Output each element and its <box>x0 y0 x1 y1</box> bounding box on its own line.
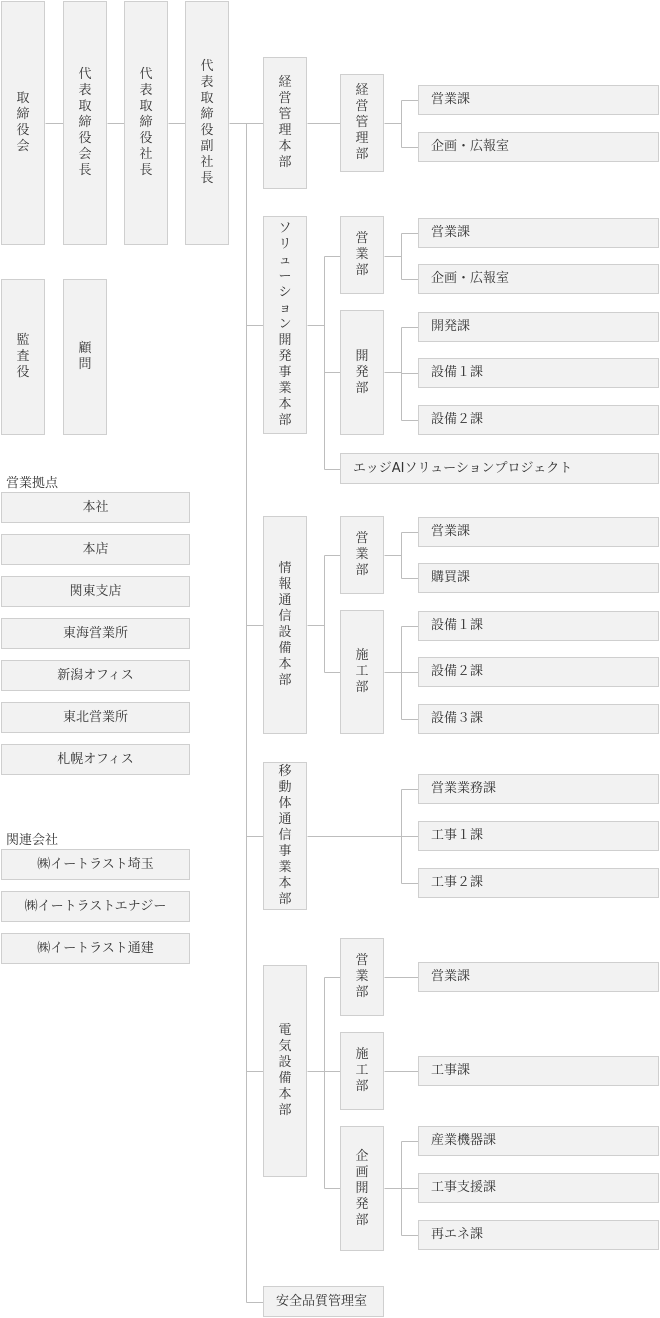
affiliate-item: ㈱イートラスト通建 <box>1 933 190 964</box>
department-label: 企画開発部 <box>355 1148 369 1228</box>
division-box <box>263 216 307 434</box>
office-item: 新潟オフィス <box>1 660 190 691</box>
chairman-label: 代表取締役会長 <box>78 67 92 178</box>
chairman-box <box>63 1 107 245</box>
section-box: 設備１課 <box>418 611 659 641</box>
president-box <box>124 1 168 245</box>
section-box: 工事１課 <box>418 821 659 851</box>
department-box <box>340 1126 384 1251</box>
vice-president-box <box>185 1 229 245</box>
project-box: エッジAIソリューションプロジェクト <box>340 453 659 484</box>
board-of-directors-box <box>1 1 45 245</box>
office-item: 関東支店 <box>1 576 190 607</box>
advisor-box <box>63 279 107 435</box>
department-box <box>340 216 384 294</box>
office-item: 東北営業所 <box>1 702 190 733</box>
section-box: 営業課 <box>418 517 659 547</box>
offices-heading: 営業拠点 <box>6 476 59 491</box>
division-box <box>263 57 307 189</box>
auditor-box <box>1 279 45 435</box>
section-box: 工事課 <box>418 1056 659 1086</box>
section-box: 工事支援課 <box>418 1173 659 1203</box>
vice-president-label: 代表取締役副社長 <box>200 59 214 186</box>
department-box <box>340 516 384 594</box>
office-item: 本社 <box>1 492 190 523</box>
section-box: 営業課 <box>418 218 659 248</box>
division-label: 情報通信設備本部 <box>278 561 292 688</box>
section-box: 企画・広報室 <box>418 264 659 294</box>
section-box: 再エネ課 <box>418 1220 659 1250</box>
office-item: 東海営業所 <box>1 618 190 649</box>
board-of-directors-label: 取締役会 <box>16 91 30 154</box>
affiliate-item: ㈱イートラストエナジー <box>1 891 190 922</box>
division-label: 経営管理本部 <box>278 75 292 170</box>
office-item: 本店 <box>1 534 190 565</box>
section-box: 開発課 <box>418 312 659 342</box>
safety-office-box: 安全品質管理室 <box>263 1286 384 1317</box>
section-box: 産業機器課 <box>418 1126 659 1156</box>
division-label: 電気設備本部 <box>278 1023 292 1118</box>
division-label: ソリューション開発事業本部 <box>278 221 292 428</box>
department-label: 経営管理部 <box>355 83 369 162</box>
section-box: 工事２課 <box>418 868 659 898</box>
division-box <box>263 762 307 910</box>
section-box: 設備２課 <box>418 657 659 687</box>
department-label: 営業部 <box>355 231 369 278</box>
department-box <box>340 310 384 435</box>
division-box <box>263 516 307 734</box>
section-box: 設備３課 <box>418 704 659 734</box>
department-label: 営業部 <box>355 953 369 1000</box>
auditor-label: 監査役 <box>16 333 30 380</box>
department-box <box>340 610 384 734</box>
president-label: 代表取締役社長 <box>139 67 153 178</box>
section-box: 購買課 <box>418 563 659 593</box>
division-box <box>263 965 307 1177</box>
affiliate-item: ㈱イートラスト埼玉 <box>1 849 190 880</box>
section-box: 企画・広報室 <box>418 132 659 162</box>
section-box: 営業業務課 <box>418 774 659 804</box>
department-label: 営業部 <box>355 531 369 578</box>
affiliates-heading: 関連会社 <box>6 833 59 848</box>
department-label: 施工部 <box>355 1047 369 1094</box>
section-box: 営業課 <box>418 962 659 992</box>
department-box <box>340 938 384 1016</box>
division-label: 移動体通信事業本部 <box>278 764 292 907</box>
advisor-label: 顧問 <box>78 341 92 372</box>
department-label: 施工部 <box>355 648 369 695</box>
section-box: 設備２課 <box>418 405 659 435</box>
department-box <box>340 1032 384 1110</box>
department-label: 開発部 <box>355 348 369 396</box>
section-box: 営業課 <box>418 85 659 115</box>
department-box <box>340 74 384 172</box>
office-item: 札幌オフィス <box>1 744 190 775</box>
section-box: 設備１課 <box>418 358 659 388</box>
